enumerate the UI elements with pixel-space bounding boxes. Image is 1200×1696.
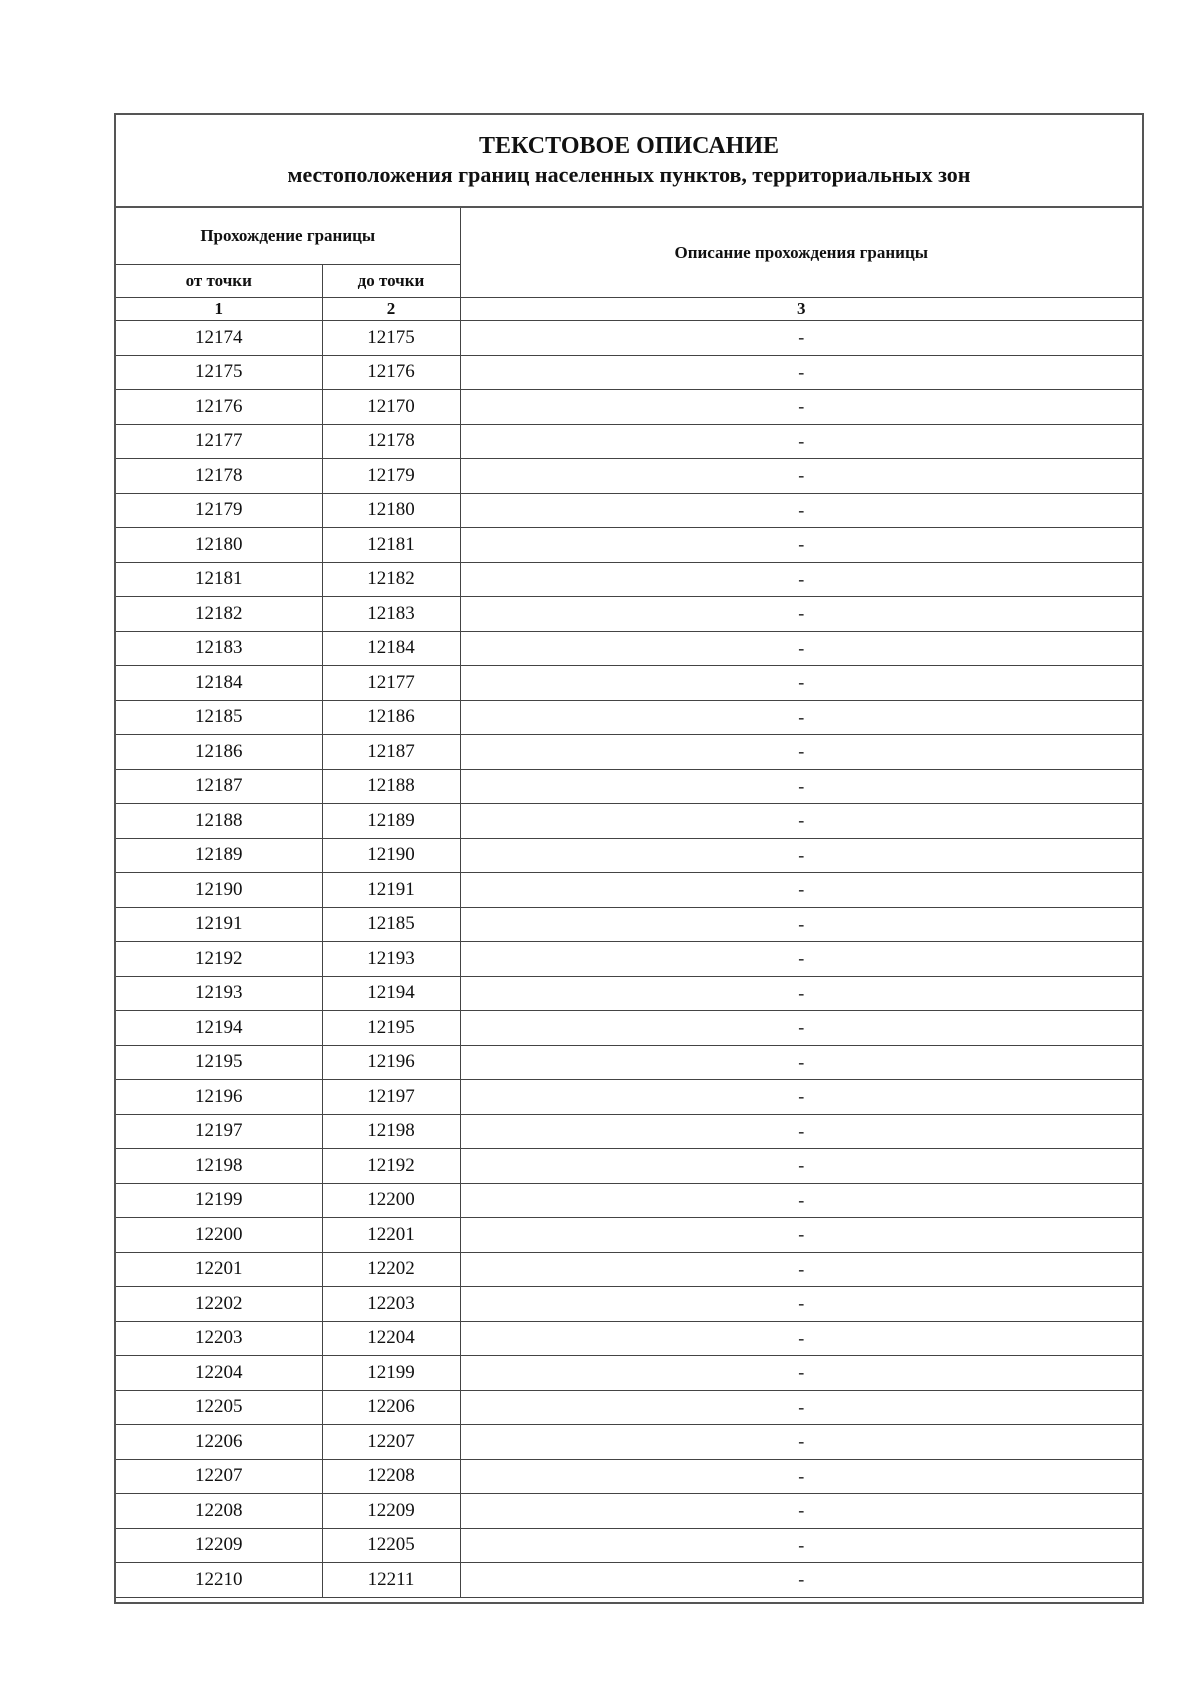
from-point-cell: 12202 (116, 1287, 322, 1322)
from-point-cell: 12209 (116, 1528, 322, 1563)
description-cell: - (460, 769, 1142, 804)
to-point-cell: 12199 (322, 1356, 460, 1391)
from-point-cell: 12181 (116, 562, 322, 597)
description-cell: - (460, 976, 1142, 1011)
to-point-cell: 12182 (322, 562, 460, 597)
table-row (116, 1183, 1142, 1218)
description-cell: - (460, 1425, 1142, 1460)
header-boundary-passage: Прохождение границы (116, 208, 460, 265)
table-row (116, 597, 1142, 632)
to-point-cell: 12193 (322, 942, 460, 977)
to-point-cell: 12198 (322, 1114, 460, 1149)
description-cell: - (460, 1528, 1142, 1563)
to-point-cell: 12187 (322, 735, 460, 770)
from-point-cell: 12175 (116, 355, 322, 390)
table-row (116, 838, 1142, 873)
table-row (116, 1149, 1142, 1184)
description-cell: - (460, 493, 1142, 528)
to-point-cell: 12170 (322, 390, 460, 425)
from-point-cell: 12176 (116, 390, 322, 425)
description-cell: - (460, 1218, 1142, 1253)
from-point-cell: 12196 (116, 1080, 322, 1115)
to-point-cell: 12206 (322, 1390, 460, 1425)
table-row (116, 493, 1142, 528)
column-number-1: 1 (116, 298, 322, 321)
table-row (116, 1218, 1142, 1253)
from-point-cell: 12199 (116, 1183, 322, 1218)
document-title-block (116, 115, 1142, 208)
table-row (116, 562, 1142, 597)
from-point-cell: 12183 (116, 631, 322, 666)
table-row (116, 459, 1142, 494)
boundary-description-document (114, 113, 1144, 1604)
to-point-cell: 12201 (322, 1218, 460, 1253)
table-row (116, 355, 1142, 390)
table-row (116, 1252, 1142, 1287)
description-cell: - (460, 1459, 1142, 1494)
to-point-cell: 12204 (322, 1321, 460, 1356)
table-row (116, 528, 1142, 563)
header-from-point: от точки (116, 265, 322, 298)
table-row (116, 424, 1142, 459)
description-cell: - (460, 631, 1142, 666)
description-cell: - (460, 562, 1142, 597)
table-row (116, 1080, 1142, 1115)
document-subtitle: местоположения границ населенных пунктов, территориальных зон (287, 162, 971, 187)
header-description: Описание прохождения границы (460, 208, 1142, 298)
table-row (116, 631, 1142, 666)
description-cell: - (460, 1149, 1142, 1184)
from-point-cell: 12195 (116, 1045, 322, 1080)
to-point-cell: 12209 (322, 1494, 460, 1529)
description-cell: - (460, 1390, 1142, 1425)
description-cell: - (460, 804, 1142, 839)
to-point-cell: 12208 (322, 1459, 460, 1494)
to-point-cell: 12202 (322, 1252, 460, 1287)
table-row (116, 1563, 1142, 1597)
table-row (116, 1321, 1142, 1356)
description-cell: - (460, 528, 1142, 563)
from-point-cell: 12192 (116, 942, 322, 977)
to-point-cell: 12188 (322, 769, 460, 804)
table-row (116, 907, 1142, 942)
from-point-cell: 12188 (116, 804, 322, 839)
from-point-cell: 12210 (116, 1563, 322, 1597)
to-point-cell: 12205 (322, 1528, 460, 1563)
from-point-cell: 12179 (116, 493, 322, 528)
from-point-cell: 12180 (116, 528, 322, 563)
description-cell: - (460, 666, 1142, 701)
description-cell: - (460, 942, 1142, 977)
table-row (116, 873, 1142, 908)
table-row (116, 1011, 1142, 1046)
description-cell: - (460, 597, 1142, 632)
description-cell: - (460, 424, 1142, 459)
to-point-cell: 12186 (322, 700, 460, 735)
to-point-cell: 12207 (322, 1425, 460, 1460)
description-cell: - (460, 459, 1142, 494)
description-cell: - (460, 321, 1142, 356)
from-point-cell: 12191 (116, 907, 322, 942)
to-point-cell: 12175 (322, 321, 460, 356)
description-cell: - (460, 1494, 1142, 1529)
table-row (116, 1287, 1142, 1322)
to-point-cell: 12197 (322, 1080, 460, 1115)
from-point-cell: 12186 (116, 735, 322, 770)
description-cell: - (460, 907, 1142, 942)
from-point-cell: 12206 (116, 1425, 322, 1460)
description-cell: - (460, 1080, 1142, 1115)
description-cell: - (460, 1563, 1142, 1597)
to-point-cell: 12191 (322, 873, 460, 908)
to-point-cell: 12203 (322, 1287, 460, 1322)
from-point-cell: 12200 (116, 1218, 322, 1253)
table-row (116, 1494, 1142, 1529)
description-cell: - (460, 1045, 1142, 1080)
document-title: ТЕКСТОВОЕ ОПИСАНИЕ (478, 133, 779, 159)
to-point-cell: 12189 (322, 804, 460, 839)
to-point-cell: 12178 (322, 424, 460, 459)
to-point-cell: 12184 (322, 631, 460, 666)
description-cell: - (460, 1356, 1142, 1391)
to-point-cell: 12200 (322, 1183, 460, 1218)
table-row (116, 976, 1142, 1011)
to-point-cell: 12185 (322, 907, 460, 942)
table-row (116, 321, 1142, 356)
from-point-cell: 12185 (116, 700, 322, 735)
from-point-cell: 12190 (116, 873, 322, 908)
to-point-cell: 12180 (322, 493, 460, 528)
from-point-cell: 12184 (116, 666, 322, 701)
description-cell: - (460, 390, 1142, 425)
table-row (116, 804, 1142, 839)
from-point-cell: 12187 (116, 769, 322, 804)
from-point-cell: 12193 (116, 976, 322, 1011)
description-cell: - (460, 873, 1142, 908)
to-point-cell: 12211 (322, 1563, 460, 1597)
from-point-cell: 12204 (116, 1356, 322, 1391)
from-point-cell: 12201 (116, 1252, 322, 1287)
column-number-3: 3 (460, 298, 1142, 321)
from-point-cell: 12182 (116, 597, 322, 632)
from-point-cell: 12189 (116, 838, 322, 873)
to-point-cell: 12181 (322, 528, 460, 563)
to-point-cell: 12194 (322, 976, 460, 1011)
table-row (116, 1114, 1142, 1149)
from-point-cell: 12178 (116, 459, 322, 494)
to-point-cell: 12195 (322, 1011, 460, 1046)
from-point-cell: 12198 (116, 1149, 322, 1184)
table-row (116, 769, 1142, 804)
description-cell: - (460, 838, 1142, 873)
table-row (116, 1045, 1142, 1080)
from-point-cell: 12194 (116, 1011, 322, 1046)
description-cell: - (460, 700, 1142, 735)
from-point-cell: 12208 (116, 1494, 322, 1529)
to-point-cell: 12176 (322, 355, 460, 390)
to-point-cell: 12183 (322, 597, 460, 632)
table-row (116, 1528, 1142, 1563)
header-to-point: до точки (322, 265, 460, 298)
table-row (116, 1356, 1142, 1391)
from-point-cell: 12197 (116, 1114, 322, 1149)
description-cell: - (460, 355, 1142, 390)
boundary-table (116, 208, 1142, 1597)
table-row (116, 666, 1142, 701)
description-cell: - (460, 1114, 1142, 1149)
table-body (116, 321, 1142, 1597)
table-row (116, 700, 1142, 735)
from-point-cell: 12207 (116, 1459, 322, 1494)
description-cell: - (460, 1321, 1142, 1356)
column-number-2: 2 (322, 298, 460, 321)
table-row (116, 1425, 1142, 1460)
description-cell: - (460, 1287, 1142, 1322)
description-cell: - (460, 1011, 1142, 1046)
to-point-cell: 12190 (322, 838, 460, 873)
to-point-cell: 12177 (322, 666, 460, 701)
from-point-cell: 12177 (116, 424, 322, 459)
table-row (116, 1390, 1142, 1425)
table-row (116, 1459, 1142, 1494)
from-point-cell: 12174 (116, 321, 322, 356)
table-row (116, 942, 1142, 977)
to-point-cell: 12196 (322, 1045, 460, 1080)
from-point-cell: 12205 (116, 1390, 322, 1425)
to-point-cell: 12192 (322, 1149, 460, 1184)
table-bottom-rule (116, 1597, 1142, 1602)
to-point-cell: 12179 (322, 459, 460, 494)
from-point-cell: 12203 (116, 1321, 322, 1356)
table-row (116, 735, 1142, 770)
description-cell: - (460, 1183, 1142, 1218)
table-row (116, 390, 1142, 425)
description-cell: - (460, 1252, 1142, 1287)
description-cell: - (460, 735, 1142, 770)
